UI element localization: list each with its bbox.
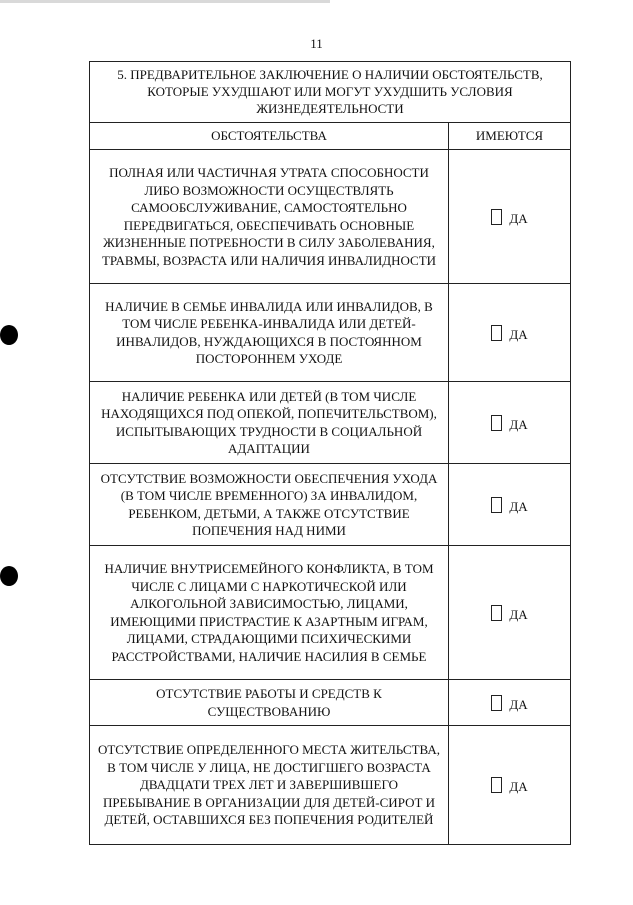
yes-option — [449, 464, 570, 545]
table-row — [90, 382, 570, 464]
scan-edge-mark — [0, 0, 330, 3]
table-row — [90, 546, 570, 680]
yes-option — [449, 150, 570, 283]
table-row — [90, 726, 570, 844]
yes-label: ДА — [509, 416, 528, 432]
circumstance-text: ОТСУТСТВИЕ ВОЗМОЖНОСТИ ОБЕСПЕЧЕНИЯ УХОДА (В ТОМ ЧИСЛЕ ВРЕМЕННОГО) ЗА ИНВАЛИДОМ, РЕБЕНКОМ, ДЕТЬМИ, А ТАКЖЕ ОТСУТСТВИЕ ПОПЕЧЕНИЯ НАД НИМИ — [90, 464, 449, 545]
circumstance-text: ПОЛНАЯ ИЛИ ЧАСТИЧНАЯ УТРАТА СПОСОБНОСТИ ЛИБО ВОЗМОЖНОСТИ ОСУЩЕСТВЛЯТЬ САМООБСЛУЖИВАНИЕ, САМОСТОЯТЕЛЬНО ПЕРЕДВИГАТЬСЯ, ОБЕСПЕЧИВАТЬ ОСНОВНЫЕ ЖИЗНЕННЫЕ ПОТРЕБНОСТИ В СИЛУ ЗАБОЛЕВАНИЯ, ТРАВМЫ, ВОЗРАСТА ИЛИ НАЛИЧИЯ ИНВАЛИДНОСТИ — [90, 150, 449, 283]
yes-checkbox[interactable] — [491, 497, 502, 513]
yes-option — [449, 546, 570, 679]
circumstance-text: НАЛИЧИЕ РЕБЕНКА ИЛИ ДЕТЕЙ (В ТОМ ЧИСЛЕ НАХОДЯЩИХСЯ ПОД ОПЕКОЙ, ПОПЕЧИТЕЛЬСТВОМ), ИСПЫТЫВАЮЩИХ ТРУДНОСТИ В СОЦИАЛЬНОЙ АДАПТАЦИИ — [90, 382, 449, 463]
yes-option — [449, 680, 570, 725]
circumstance-text: ОТСУТСТВИЕ РАБОТЫ И СРЕДСТВ К СУЩЕСТВОВАНИЮ — [90, 680, 449, 725]
yes-label: ДА — [509, 210, 528, 226]
yes-label: ДА — [509, 696, 528, 712]
yes-checkbox[interactable] — [491, 777, 502, 793]
table-row — [90, 150, 570, 284]
table-header-row — [90, 123, 570, 150]
punch-hole-top — [0, 325, 18, 345]
table-row — [90, 464, 570, 546]
yes-option — [449, 726, 570, 844]
section-title: 5. ПРЕДВАРИТЕЛЬНОЕ ЗАКЛЮЧЕНИЕ О НАЛИЧИИ ОБСТОЯТЕЛЬСТВ, КОТОРЫЕ УХУДШАЮТ ИЛИ МОГУТ УХУДШИТЬ УСЛОВИЯ ЖИЗНЕДЕЯТЕЛЬНОСТИ — [90, 62, 570, 123]
yes-checkbox[interactable] — [491, 695, 502, 711]
circumstance-text: НАЛИЧИЕ ВНУТРИСЕМЕЙНОГО КОНФЛИКТА, В ТОМ ЧИСЛЕ С ЛИЦАМИ С НАРКОТИЧЕСКОЙ ИЛИ АЛКОГОЛЬНОЙ ЗАВИСИМОСТЬЮ, ЛИЦАМИ, ИМЕЮЩИМИ ПРИСТРАСТИЕ К АЗАРТНЫМ ИГРАМ, ЛИЦАМИ, СТРАДАЮЩИМИ ПСИХИЧЕСКИМИ РАССТРОЙСТВАМИ, НАЛИЧИЕ НАСИЛИЯ В СЕМЬЕ — [90, 546, 449, 679]
circumstance-text: ОТСУТСТВИЕ ОПРЕДЕЛЕННОГО МЕСТА ЖИТЕЛЬСТВА, В ТОМ ЧИСЛЕ У ЛИЦА, НЕ ДОСТИГШЕГО ВОЗРАСТА ДВАДЦАТИ ТРЕХ ЛЕТ И ЗАВЕРШИВШЕГО ПРЕБЫВАНИЕ В ОРГАНИЗАЦИИ ДЛЯ ДЕТЕЙ-СИРОТ И ДЕТЕЙ, ОСТАВШИХСЯ БЕЗ ПОПЕЧЕНИЯ РОДИТЕЛЕЙ — [90, 726, 449, 844]
circumstance-text: НАЛИЧИЕ В СЕМЬЕ ИНВАЛИДА ИЛИ ИНВАЛИДОВ, В ТОМ ЧИСЛЕ РЕБЕНКА-ИНВАЛИДА ИЛИ ДЕТЕЙ-ИНВАЛИДОВ, НУЖДАЮЩИХСЯ В ПОСТОЯННОМ ПОСТОРОННЕМ УХОДЕ — [90, 284, 449, 381]
yes-option — [449, 284, 570, 381]
yes-checkbox[interactable] — [491, 605, 502, 621]
yes-label: ДА — [509, 779, 528, 794]
punch-hole-bottom — [0, 566, 18, 586]
yes-label: ДА — [509, 326, 528, 342]
yes-checkbox[interactable] — [491, 209, 502, 225]
yes-checkbox[interactable] — [491, 325, 502, 341]
table-row — [90, 680, 570, 726]
header-circumstances: ОБСТОЯТЕЛЬСТВА — [90, 123, 449, 149]
yes-option — [449, 382, 570, 463]
header-present: ИМЕЮТСЯ — [475, 128, 544, 143]
table-row — [90, 284, 570, 382]
yes-label: ДА — [509, 606, 528, 622]
page-number: 11 — [310, 36, 323, 51]
circumstances-table — [89, 61, 571, 845]
yes-checkbox[interactable] — [491, 415, 502, 431]
yes-label: ДА — [509, 498, 528, 514]
